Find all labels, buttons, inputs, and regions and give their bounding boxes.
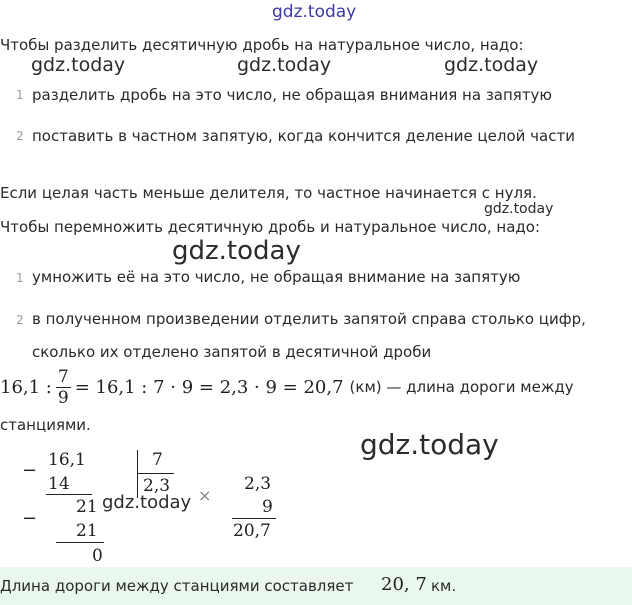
multiplication-rule-title: Чтобы перемножить десятичную дробь и натуральное число, надо: xyxy=(0,218,540,236)
equation-lhs: 16,1 : xyxy=(0,376,52,398)
long-division-divider-vertical xyxy=(137,450,138,498)
multiplication-sign: × xyxy=(198,486,212,505)
multiplication-step-1-number: 1 xyxy=(16,271,24,285)
fraction-numerator: 7 xyxy=(57,366,69,387)
multiplication-line xyxy=(232,518,276,519)
division-step-1-text: разделить дробь на это число, не обращая внимания на запятую xyxy=(32,86,553,104)
equation-cont: станциями. xyxy=(0,416,91,434)
multiplication-step-2-text-cont: сколько их отделено запятой в десятичной дроби xyxy=(32,343,432,361)
long-division-subtrahend-1: 14 xyxy=(48,474,70,494)
equation-fraction xyxy=(56,367,71,408)
answer-unit: км. xyxy=(431,577,457,595)
watermark-top: gdz.today xyxy=(272,2,357,22)
multiplication-top: 2,3 xyxy=(244,474,272,494)
equation-unit: (км) — длина дороги между xyxy=(349,378,574,396)
multiplication-step-2-number: 2 xyxy=(16,313,24,327)
watermark-large-mid: gdz.today xyxy=(172,236,301,266)
watermark-row1-c: gdz.today xyxy=(444,54,539,76)
watermark-row1-b: gdz.today xyxy=(237,54,332,76)
watermark-small-mid: gdz.today xyxy=(484,201,554,217)
long-division-quotient: 2,3 xyxy=(143,476,171,496)
answer-value: 20, 7 xyxy=(381,574,427,595)
long-division-line-2 xyxy=(56,542,104,543)
multiplication-bottom: 9 xyxy=(262,497,273,517)
division-step-2-text: поставить в частном запятую, когда кончится деление целой части xyxy=(32,127,575,145)
division-rule-note: Если целая часть меньше делителя, то частное начинается с нуля. xyxy=(0,184,537,202)
watermark-right: gdz.today xyxy=(360,428,499,461)
equation-rest: = 16,1 : 7 · 9 = 2,3 · 9 = 20,7 xyxy=(74,376,344,398)
multiplication-result: 20,7 xyxy=(233,521,271,541)
watermark-row1-a: gdz.today xyxy=(31,54,126,76)
long-division-remainder-2: 0 xyxy=(92,546,103,566)
long-division-divider-horizontal xyxy=(138,473,174,474)
division-step-2-number: 2 xyxy=(16,129,24,143)
multiplication-step-1-text: умножить её на это число, не обращая внимание на запятую xyxy=(32,268,521,286)
long-division-minus-1: − xyxy=(22,460,38,481)
division-rule-title: Чтобы разделить десятичную дробь на натуральное число, надо: xyxy=(0,36,524,54)
division-step-1-number: 1 xyxy=(16,88,24,102)
long-division-line-1 xyxy=(46,494,92,495)
watermark-long-division: gdz.today xyxy=(102,492,192,513)
long-division-dividend: 16,1 xyxy=(48,450,86,470)
equation xyxy=(0,362,574,412)
long-division-remainder-1: 21 xyxy=(76,497,98,517)
long-division-subtrahend-2: 21 xyxy=(76,521,98,541)
fraction-denominator: 9 xyxy=(57,387,69,408)
answer-text: Длина дороги между станциями составляет xyxy=(0,577,354,595)
multiplication-step-2-text: в полученном произведении отделить запятой справа столько цифр, xyxy=(32,310,586,328)
long-division-minus-2: − xyxy=(22,508,38,529)
long-division-divisor: 7 xyxy=(152,450,163,470)
answer-bar xyxy=(0,567,632,605)
